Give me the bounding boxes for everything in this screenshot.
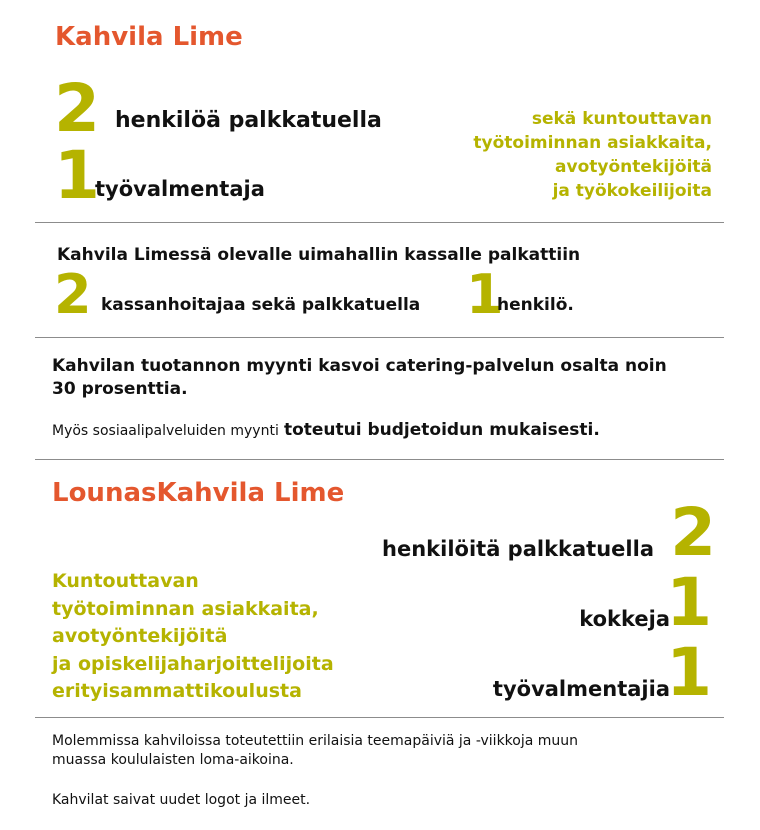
section-title-lounaskahvila-lime: LounasKahvila Lime (52, 478, 345, 508)
stat-label-cooks: kokkeja (579, 607, 670, 631)
stat-number-coaches: 1 (666, 634, 712, 711)
section-title-kahvila-lime: Kahvila Lime (55, 22, 243, 52)
stat-number-cooks: 1 (666, 564, 712, 641)
stat-label-employees: henkilöä palkkatuella (115, 108, 382, 133)
stat-number-coach: 1 (54, 137, 100, 214)
note-line: ja opiskelijaharjoittelijoita (52, 652, 334, 675)
stat-number-subsidized: 2 (670, 494, 716, 571)
divider (35, 222, 724, 223)
divider (35, 337, 724, 338)
stat-number-employees: 2 (54, 70, 100, 147)
section2-intro: Kahvila Limessä olevalle uimahallin kassalle palkattiin (57, 245, 581, 265)
stat-number-person: 1 (466, 263, 504, 326)
stat-label-coach: työvalmentaja (95, 177, 265, 201)
budget-suffix: toteutui budjetoidun mukaisesti. (283, 420, 600, 440)
stat-number-cashiers: 2 (54, 263, 92, 326)
note-line: avotyöntekijöitä (52, 625, 228, 647)
divider (35, 459, 724, 460)
note-line: avotyöntekijöitä (555, 157, 712, 177)
footer-line2: muassa koululaisten loma-aikoina. (52, 752, 294, 768)
note-line: työtoiminnan asiakkaita, (52, 597, 319, 620)
section1-note (473, 107, 712, 203)
note-line: erityisammattikoulusta (52, 680, 302, 702)
section4-note (52, 568, 334, 706)
note-line: työtoiminnan asiakkaita, (473, 133, 712, 153)
note-line: sekä kuntouttavan (531, 109, 712, 129)
sales-growth-line1: Kahvilan tuotannon myynti kasvoi catering-palvelun osalta noin (52, 356, 667, 376)
divider (35, 717, 724, 718)
stat-label-subsidized: henkilöitä palkkatuella (382, 537, 654, 561)
footer-line3: Kahvilat saivat uudet logot ja ilmeet. (52, 792, 311, 808)
stat-label-person: henkilö. (497, 295, 574, 315)
stat-label-coaches: työvalmentajia (492, 677, 670, 701)
footer-line1: Molemmissa kahviloissa toteutettiin erilaisia teemapäiviä ja -viikkoja muun (52, 733, 579, 749)
budget-sentence (52, 420, 600, 440)
budget-prefix: Myös sosiaalipalveluiden myynti (52, 423, 279, 439)
stat-label-cashiers: kassanhoitajaa sekä palkkatuella (101, 295, 421, 315)
sales-growth-line2: 30 prosenttia. (52, 379, 188, 399)
note-line: ja työkokeilijoita (552, 181, 712, 201)
note-line: Kuntouttavan (52, 570, 199, 592)
